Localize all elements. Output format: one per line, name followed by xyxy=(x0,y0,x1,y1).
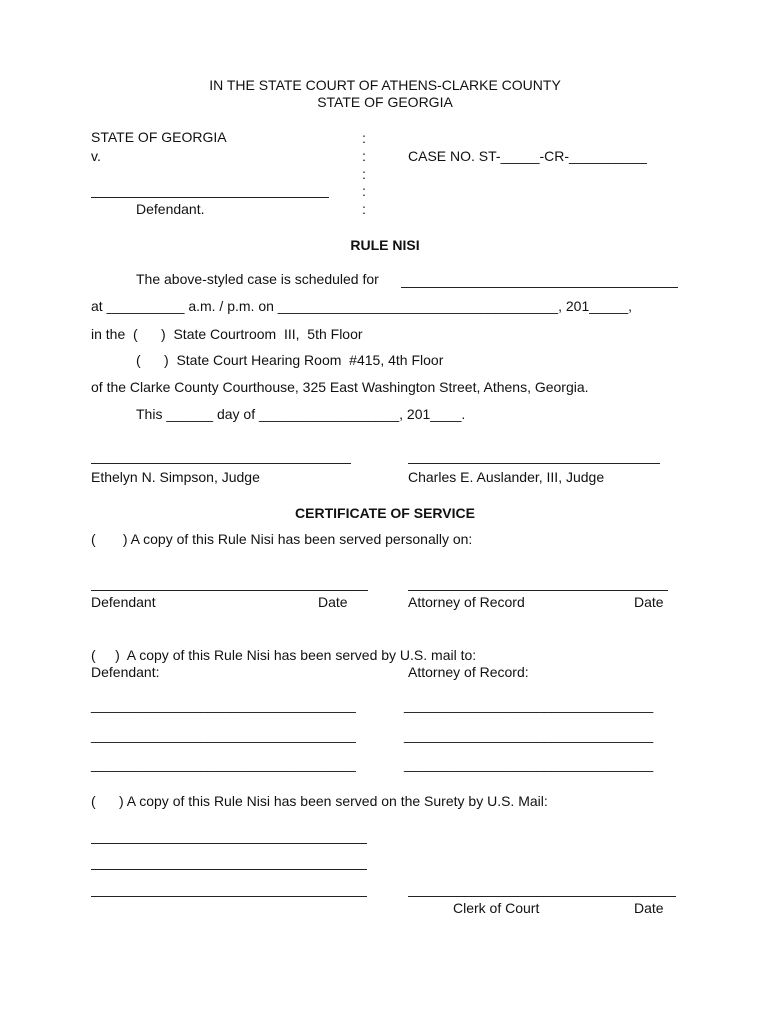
mail-attorney-label: Attorney of Record: xyxy=(408,664,529,680)
mail-defendant-label: Defendant: xyxy=(91,664,160,680)
attorney-address-line[interactable]: ________________________________ xyxy=(404,697,654,713)
court-state: STATE OF GEORGIA xyxy=(317,94,453,110)
plaintiff-name: STATE OF GEORGIA xyxy=(91,129,227,145)
court-name: IN THE STATE COURT OF ATHENS-CLARKE COUNTY xyxy=(209,77,561,93)
judge-signature-line-left[interactable] xyxy=(91,463,351,464)
date-label: Date xyxy=(634,594,664,610)
defendant-label: Defendant xyxy=(91,594,156,610)
defendant-address-line[interactable]: __________________________________ xyxy=(91,727,356,743)
attorney-address-line[interactable]: ________________________________ xyxy=(404,756,654,772)
case-number-field[interactable]: CASE NO. ST-_____-CR-__________ xyxy=(408,148,647,164)
date-label: Date xyxy=(634,900,664,916)
attorney-signature-line[interactable] xyxy=(408,590,668,591)
attorney-label: Attorney of Record xyxy=(408,594,525,610)
personal-service-option[interactable]: ( ) A copy of this Rule Nisi has been served personally on: xyxy=(91,531,473,547)
judge-signature-line-right[interactable] xyxy=(408,463,660,464)
defendant-label: Defendant. xyxy=(136,201,205,217)
courtroom-option[interactable]: in the ( ) State Courtroom III, 5th Floor xyxy=(91,326,363,342)
mail-service-option[interactable]: ( ) A copy of this Rule Nisi has been served by U.S. mail to: xyxy=(91,647,477,663)
caption-colon: : xyxy=(362,183,366,199)
time-date-line[interactable]: at __________ a.m. / p.m. on ____________________________________, 201_____, xyxy=(91,298,633,314)
caption-colon: : xyxy=(362,130,366,146)
signed-date-line[interactable]: This ______ day of __________________, 201____. xyxy=(136,406,466,422)
defendant-address-line[interactable]: __________________________________ xyxy=(91,756,356,772)
caption-colon: : xyxy=(362,166,366,182)
surety-service-option[interactable]: ( ) A copy of this Rule Nisi has been served on the Surety by U.S. Mail: xyxy=(91,793,548,809)
judge-left-name: Ethelyn N. Simpson, Judge xyxy=(91,469,260,485)
defendant-address-line[interactable]: __________________________________ xyxy=(91,697,356,713)
defendant-name-line[interactable] xyxy=(91,197,329,198)
defendant-signature-line[interactable] xyxy=(91,590,368,591)
surety-address-line[interactable] xyxy=(91,896,367,897)
surety-address-line[interactable] xyxy=(91,869,367,870)
hearing-room-option[interactable]: ( ) State Court Hearing Room #415, 4th Floor xyxy=(136,352,444,368)
clerk-signature-line[interactable] xyxy=(408,896,676,897)
courthouse-location: of the Clarke County Courthouse, 325 East Washington Street, Athens, Georgia. xyxy=(91,379,589,395)
scheduled-for-line[interactable] xyxy=(401,287,678,288)
caption-colon: : xyxy=(362,148,366,164)
certificate-title: CERTIFICATE OF SERVICE xyxy=(295,505,475,521)
versus-label: v. xyxy=(91,148,101,164)
judge-right-name: Charles E. Auslander, III, Judge xyxy=(408,469,605,485)
date-label: Date xyxy=(318,594,348,610)
scheduled-text: The above-styled case is scheduled for xyxy=(136,271,379,287)
clerk-label: Clerk of Court xyxy=(453,900,540,916)
attorney-address-line[interactable]: ________________________________ xyxy=(404,727,654,743)
rule-nisi-title: RULE NISI xyxy=(350,237,420,253)
surety-address-line[interactable] xyxy=(91,843,367,844)
caption-colon: : xyxy=(362,201,366,217)
